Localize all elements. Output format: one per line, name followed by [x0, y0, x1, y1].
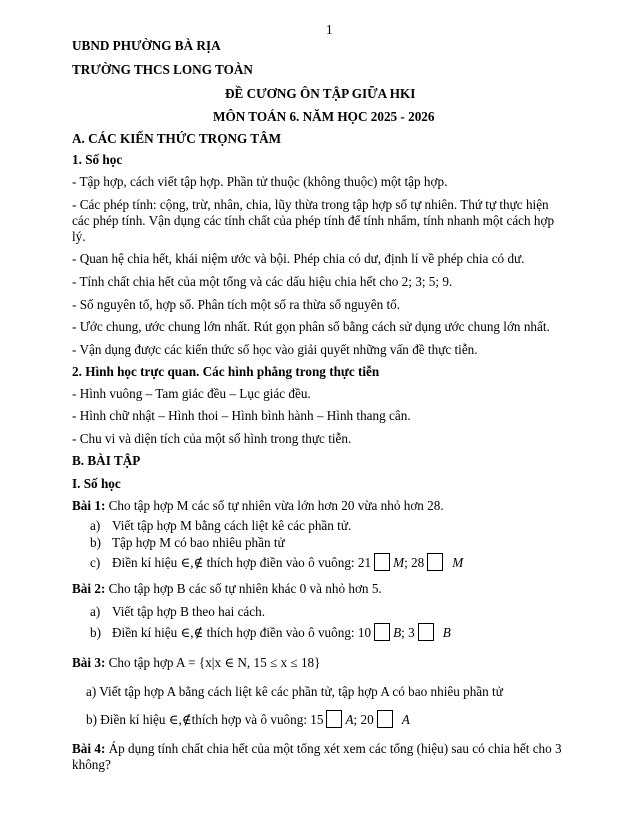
exercise-text: Cho tập hợp B các số tự nhiên khác 0 và nhỏ hơn 5. — [105, 581, 382, 596]
exercise-text: Cho tập hợp A = {x|x ∈ N, 15 ≤ x ≤ 18} — [105, 655, 321, 670]
answer-box[interactable] — [374, 553, 390, 571]
marker: a) — [90, 604, 101, 619]
answer-box[interactable] — [427, 553, 443, 571]
exercise-2-b — [90, 623, 451, 641]
set-symbol: A — [345, 712, 354, 727]
exercise-3-b — [86, 710, 410, 728]
item-text: Tập hợp M có bao nhiêu phần tử — [112, 535, 285, 550]
marker: b) — [90, 625, 101, 640]
sub-heading: I. Số học — [72, 476, 121, 491]
list-item: - Tính chất chia hết của một tổng và các dấu hiệu chia hết cho 2; 3; 5; 9. — [72, 274, 453, 289]
set-symbol: B — [442, 625, 451, 640]
exercise-3-a: a) Viết tập hợp A bằng cách liệt kê các phần tử, tập hợp A có bao nhiêu phần tử — [86, 684, 503, 699]
item-text: Điền kí hiệu ∈,∉ thích hợp điền vào ô vuông: 21 — [112, 555, 372, 570]
set-symbol: A — [401, 712, 410, 727]
page-number: 1 — [326, 22, 333, 37]
geo-heading: 2. Hình học trực quan. Các hình phẳng trong thực tiễn — [72, 364, 380, 379]
marker: c) — [90, 555, 101, 570]
exercise-label: Bài 1: — [72, 498, 106, 513]
list-item: - Chu vi và diện tích của một số hình trong thực tiễn. — [72, 431, 352, 446]
list-item: - Số nguyên tố, hợp số. Phân tích một số ra thừa số nguyên tố. — [72, 297, 401, 312]
exercise-1-c — [90, 553, 463, 571]
separator: ; 3 — [401, 625, 415, 640]
list-item: lý. — [72, 229, 86, 244]
section-a-heading: A. CÁC KIẾN THỨC TRỌNG TÂM — [72, 131, 282, 146]
item-text: Viết tập hợp B theo hai cách. — [112, 604, 266, 619]
list-item: - Các phép tính: cộng, trừ, nhân, chia, lũy thừa trong tập hợp số tự nhiên. Thứ tự thực hiện — [72, 197, 549, 212]
exercise-label: Bài 2: — [72, 581, 106, 596]
separator: ; 20 — [353, 712, 374, 727]
exercise-2-a — [90, 604, 265, 620]
answer-box[interactable] — [326, 710, 342, 728]
list-item: các phép tính. Vận dụng các tính chất của phép tính để tính nhẩm, tính nhanh một cách hợp — [72, 213, 555, 228]
arith-heading: 1. Số học — [72, 152, 123, 167]
marker: a) — [90, 518, 101, 533]
school-name: TRƯỜNG THCS LONG TOÀN — [72, 62, 253, 77]
list-item: - Vận dụng được các kiến thức số học vào giải quyết những vấn đề thực tiễn. — [72, 342, 478, 357]
exercise-3 — [72, 655, 320, 671]
doc-subtitle: MÔN TOÁN 6. NĂM HỌC 2025 - 2026 — [213, 109, 435, 124]
item-text: Viết tập hợp M bằng cách liệt kê các phần tử. — [112, 518, 352, 533]
section-b-heading: B. BÀI TẬP — [72, 453, 141, 468]
exercise-text: Áp dụng tính chất chia hết của một tổng xét xem các tổng (hiệu) sau có chia hết cho 3 — [105, 741, 562, 756]
list-item: - Tập hợp, cách viết tập hợp. Phần tử thuộc (không thuộc) một tập hợp. — [72, 174, 448, 189]
item-text: b) Điền kí hiệu ∈,∉thích hợp và ô vuông: 15 — [86, 712, 324, 727]
set-symbol: M — [393, 555, 405, 570]
list-item: - Hình chữ nhật – Hình thoi – Hình bình hành – Hình thang cân. — [72, 408, 411, 423]
exercise-4-cont: không? — [72, 757, 111, 772]
org-name: UBND PHƯỜNG BÀ RỊA — [72, 38, 221, 53]
exercise-4 — [72, 741, 562, 757]
answer-box[interactable] — [374, 623, 390, 641]
exercise-2 — [72, 581, 382, 597]
set-symbol: B — [393, 625, 402, 640]
marker: b) — [90, 535, 101, 550]
list-item: - Hình vuông – Tam giác đều – Lục giác đều. — [72, 386, 311, 401]
exercise-1 — [72, 498, 444, 514]
list-item: - Ước chung, ước chung lớn nhất. Rút gọn phân số bằng cách sử dụng ước chung lớn nhất. — [72, 319, 550, 334]
exercise-text: Cho tập hợp M các số tự nhiên vừa lớn hơn 20 vừa nhỏ hơn 28. — [105, 498, 444, 513]
exercise-label: Bài 4: — [72, 741, 106, 756]
answer-box[interactable] — [418, 623, 434, 641]
exercise-1-b — [90, 535, 285, 551]
doc-title: ĐỀ CƯƠNG ÔN TẬP GIỮA HKI — [225, 86, 416, 101]
answer-box[interactable] — [377, 710, 393, 728]
separator: ; 28 — [404, 555, 425, 570]
item-text: Điền kí hiệu ∈,∉ thích hợp điền vào ô vuông: 10 — [112, 625, 372, 640]
exercise-label: Bài 3: — [72, 655, 106, 670]
list-item: - Quan hệ chia hết, khái niệm ước và bội. Phép chia có dư, định lí về phép chia có dư. — [72, 251, 525, 266]
exercise-1-a — [90, 518, 351, 534]
set-symbol: M — [452, 555, 464, 570]
